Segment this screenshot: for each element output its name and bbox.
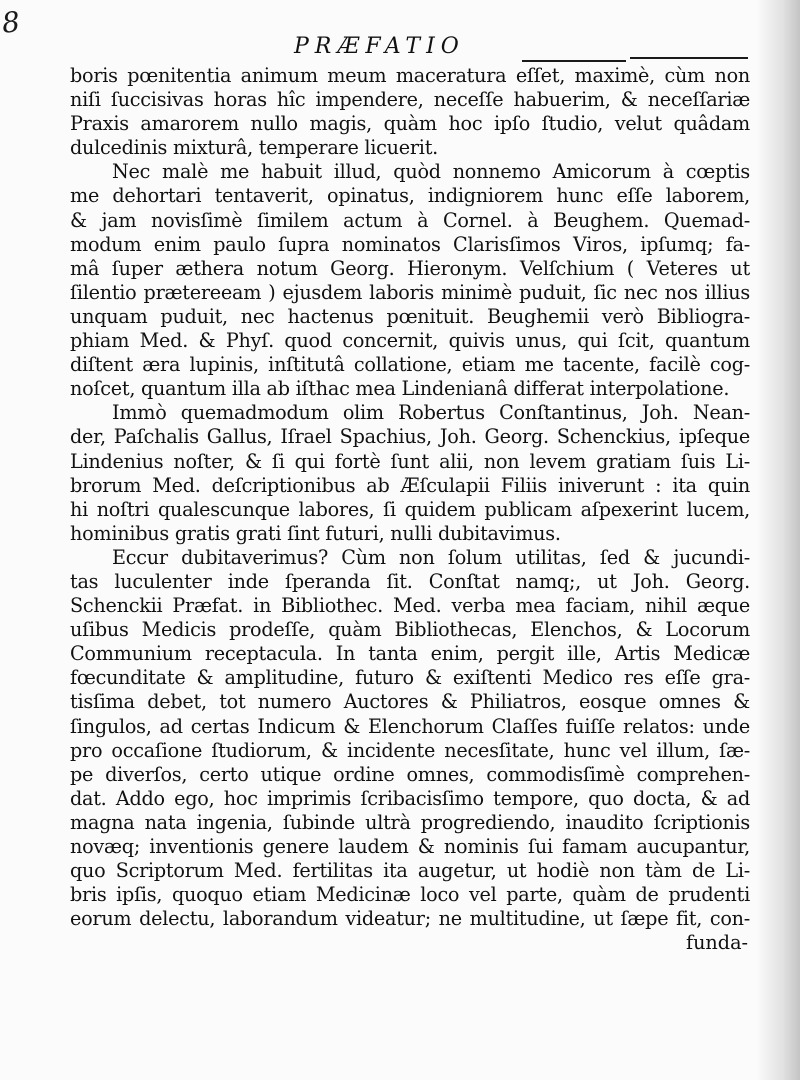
text-line: mâ ſuper æthera notum Georg. Hieronym. Velſchium ( Veteres ut xyxy=(70,256,750,280)
text-line: niſi ſuccisivas horas hîc impendere, neceſſe habuerim, & neceſſariæ xyxy=(70,88,750,112)
text-line: magna nata ingenia, ſubinde ultrà progrediendo, inaudito ſcriptionis xyxy=(70,810,750,834)
text-line: quo Scriptorum Med. fertilitas ita augetur, ut hodiè non tàm de Li- xyxy=(70,859,750,883)
text-line: ſilentio prætereeam ) ejusdem laboris minimè puduit, ſic nec nos illius xyxy=(70,280,750,304)
text-line: Praxis amarorem nullo magis, quàm hoc ipſo ſtudio, velut quâdam xyxy=(70,112,750,136)
text-line: Schenckii Præfat. in Bibliothec. Med. verba mea faciam, nihil æque xyxy=(70,594,750,618)
body-text xyxy=(70,64,750,955)
text-line: phiam Med. & Phyſ. quod concernit, quivis unus, qui ſcit, quantum xyxy=(70,329,750,353)
text-line: eorum delectu, laborandum videatur; ne multitudine, ut ſæpe fit, con- xyxy=(70,907,750,931)
text-line: Nec malè me habuit illud, quòd nonnemo Amicorum à cœptis xyxy=(112,160,750,184)
text-line: hi noſtri qualescunque labores, ſi quidem publicam aſpexerint lucem, xyxy=(70,497,750,521)
text-line: tas luculenter inde ſperanda ſit. Conſtat namq;, ut Joh. Georg. xyxy=(70,569,750,593)
running-head: PRÆFATIO xyxy=(294,34,465,59)
text-line: uſibus Medicis prodeſſe, quàm Bibliothecas, Elenchos, & Locorum xyxy=(70,618,750,642)
text-line: ſingulos, ad certas Indicum & Elenchorum Claſſes fuiſſe relatos: unde xyxy=(70,714,750,738)
page-shadow xyxy=(756,0,800,1080)
text-line: Lindenius noſter, & ſi qui fortè ſunt alii, non levem gratiam ſuis Li- xyxy=(70,449,750,473)
text-line: tisſima debet, tot numero Auctores & Philiatros, eosque omnes & xyxy=(70,690,750,714)
head-rule xyxy=(630,57,748,59)
text-line: unquam puduit, nec hactenus pœnituit. Beughemii verò Bibliogra- xyxy=(70,304,750,328)
text-line: der, Paſchalis Gallus, Iſrael Spachius, Joh. Georg. Schenckius, ipſeque xyxy=(70,425,750,449)
text-line: boris pœnitentia animum meum maceratura eſſet, maximè, cùm non xyxy=(70,64,750,87)
text-line: brorum Med. deſcriptionibus ab Æſculapii Filiis iniverunt : ita quin xyxy=(70,473,750,497)
text-line: Immò quemadmodum olim Robertus Conſtantinus, Joh. Nean- xyxy=(112,401,750,425)
text-line: dulcedinis mixturâ, temperare licuerit. xyxy=(70,136,439,160)
text-line: diſtent æra lupinis, inſtitutâ collatione, etiam me tacente, facilè cog- xyxy=(70,353,750,377)
page-number: 8 xyxy=(0,5,22,40)
text-line: dat. Addo ego, hoc imprimis ſcribacisſimo tempore, quo docta, & ad xyxy=(70,786,750,810)
text-line: & jam novisſimè ſimilem actum à Cornel. à Beughem. Quemad- xyxy=(70,208,750,232)
text-line: Communium receptacula. In tanta enim, pergit ille, Artis Medicæ xyxy=(70,642,750,666)
text-line: pro occaſione ſtudiorum, & incidente necesſitate, hunc vel illum, ſæ- xyxy=(70,738,750,762)
text-line: me dehortari tentaverit, opinatus, indigniorem hunc eſſe laborem, xyxy=(70,184,750,208)
text-line: noſcet, quantum illa ab iſthac mea Lindenianâ differat interpolatione. xyxy=(70,377,730,401)
text-line: modum enim paulo ſupra nominatos Clarisſimos Viros, ipſumq; fa- xyxy=(70,232,750,256)
text-line: pe diverſos, certo utique ordine omnes, commodisſimè comprehen- xyxy=(70,762,750,786)
catchword-line xyxy=(70,931,750,955)
text-line: hominibus gratis grati ſint futuri, nulli dubitavimus. xyxy=(70,521,561,545)
text-line: bris ipſis, quoquo etiam Medicinæ loco vel parte, quàm de prudenti xyxy=(70,883,750,907)
text-line: novæq; inventionis genere laudem & nominis ſui famam aucupantur, xyxy=(70,835,750,858)
catchword: funda- xyxy=(685,931,748,955)
head-rule xyxy=(522,60,626,62)
text-line: fœcunditate & amplitudine, futuro & exiſtenti Medico res eſſe gra- xyxy=(70,666,750,690)
text-line: Eccur dubitaverimus? Cùm non ſolum utilitas, ſed & jucundi- xyxy=(112,545,750,569)
